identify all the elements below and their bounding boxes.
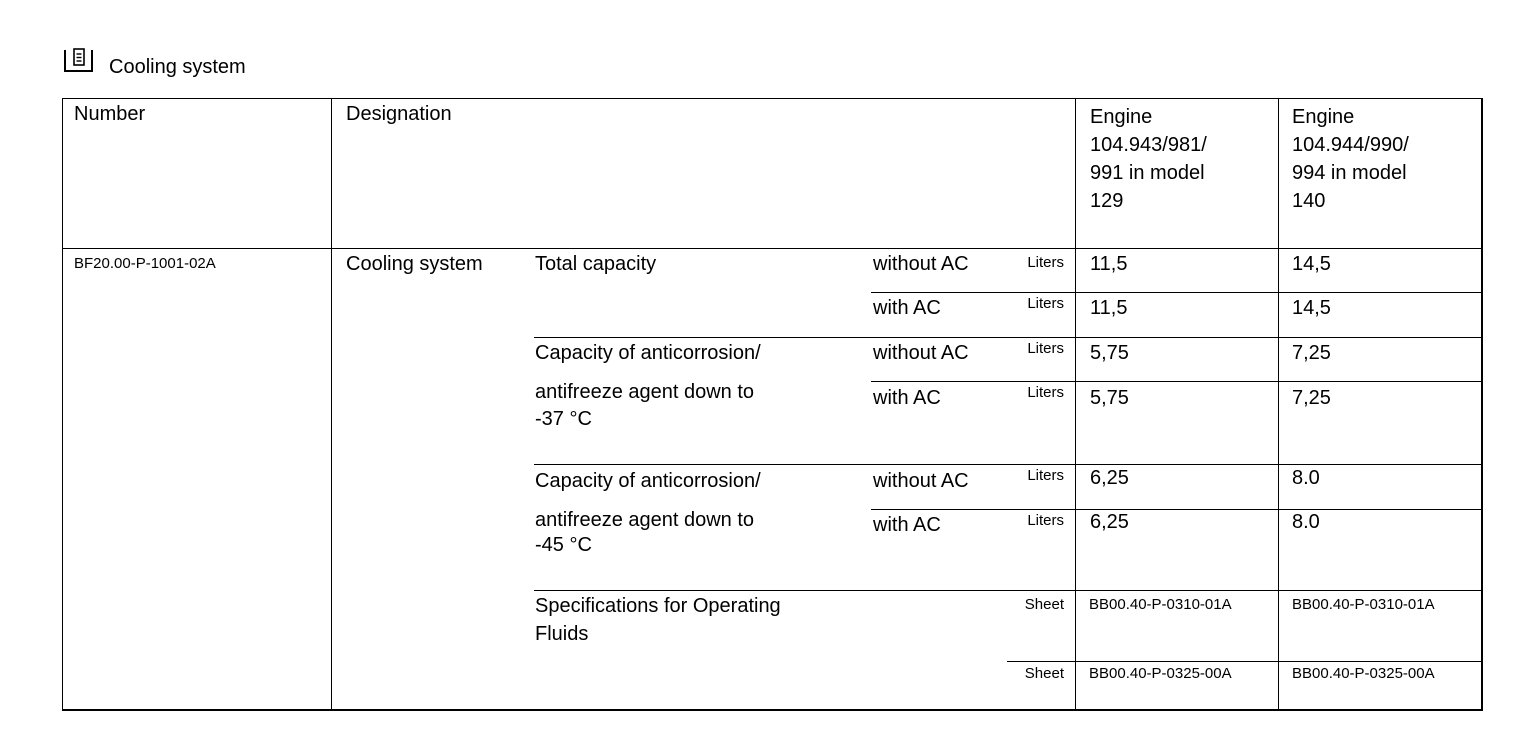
item-condition: with AC — [873, 387, 941, 409]
item-condition: with AC — [873, 297, 941, 319]
item-condition: without AC — [873, 470, 969, 492]
item-label: Capacity of anticorrosion/ — [535, 470, 761, 492]
row-group: Cooling system — [346, 253, 483, 275]
item-condition: without AC — [873, 342, 969, 364]
item-value-a: 11,5 — [1090, 297, 1128, 319]
item-value-a: 5,75 — [1090, 387, 1129, 409]
header-engine-a-line: 991 in model — [1090, 162, 1205, 184]
header-engine-a — [1090, 103, 1207, 215]
item-label: -37 °C — [535, 408, 592, 430]
item-label: Total capacity — [535, 253, 657, 275]
item-label: Fluids — [535, 623, 589, 645]
item-value-a: 5,75 — [1090, 342, 1129, 364]
row-number: BF20.00-P-1001-02A — [74, 255, 216, 272]
item-condition: with AC — [873, 514, 941, 536]
item-unit: Liters — [1027, 295, 1064, 312]
header-engine-b-line: 104.944/990/ — [1292, 134, 1409, 156]
item-label: antifreeze agent down to — [535, 381, 755, 403]
document-tray-icon — [63, 47, 95, 75]
item-value-b: 8.0 — [1292, 467, 1320, 489]
item-value-b: 14,5 — [1292, 253, 1331, 275]
header-engine-b-line: 140 — [1292, 190, 1326, 212]
item-label: -45 °C — [535, 534, 592, 556]
item-unit: Liters — [1027, 254, 1064, 271]
item-value-b: 8.0 — [1292, 511, 1320, 533]
item-label: Specifications for Operating — [535, 595, 781, 617]
header-engine-a-line: Engine — [1090, 106, 1153, 128]
item-unit: Liters — [1027, 340, 1064, 357]
item-unit: Sheet — [1024, 665, 1064, 682]
header-engine-a-line: 104.943/981/ — [1090, 134, 1207, 156]
header-number: Number — [74, 103, 146, 125]
item-value-b: 7,25 — [1292, 342, 1331, 364]
header-engine-b-line: 994 in model — [1292, 162, 1407, 184]
item-value-b: BB00.40-P-0310-01A — [1292, 596, 1435, 613]
header-engine-b-line: Engine — [1292, 106, 1355, 128]
item-value-b: BB00.40-P-0325-00A — [1292, 665, 1435, 682]
item-unit: Sheet — [1024, 596, 1064, 613]
item-label: antifreeze agent down to — [535, 509, 755, 531]
item-value-a: BB00.40-P-0310-01A — [1089, 596, 1232, 613]
item-unit: Liters — [1027, 384, 1064, 401]
item-value-a: 6,25 — [1090, 511, 1129, 533]
item-value-b: 7,25 — [1292, 387, 1331, 409]
header-engine-a-line: 129 — [1090, 190, 1124, 212]
item-value-a: BB00.40-P-0325-00A — [1089, 665, 1232, 682]
item-unit: Liters — [1027, 467, 1064, 484]
item-unit: Liters — [1027, 512, 1064, 529]
item-value-a: 6,25 — [1090, 467, 1129, 489]
section-title: Cooling system — [109, 56, 246, 78]
header-engine-b — [1292, 103, 1409, 215]
section-icon — [63, 47, 95, 75]
item-value-b: 14,5 — [1292, 297, 1331, 319]
header-designation: Designation — [346, 103, 452, 125]
item-condition: without AC — [873, 253, 969, 275]
item-label: Capacity of anticorrosion/ — [535, 342, 761, 364]
item-value-a: 11,5 — [1090, 253, 1128, 275]
